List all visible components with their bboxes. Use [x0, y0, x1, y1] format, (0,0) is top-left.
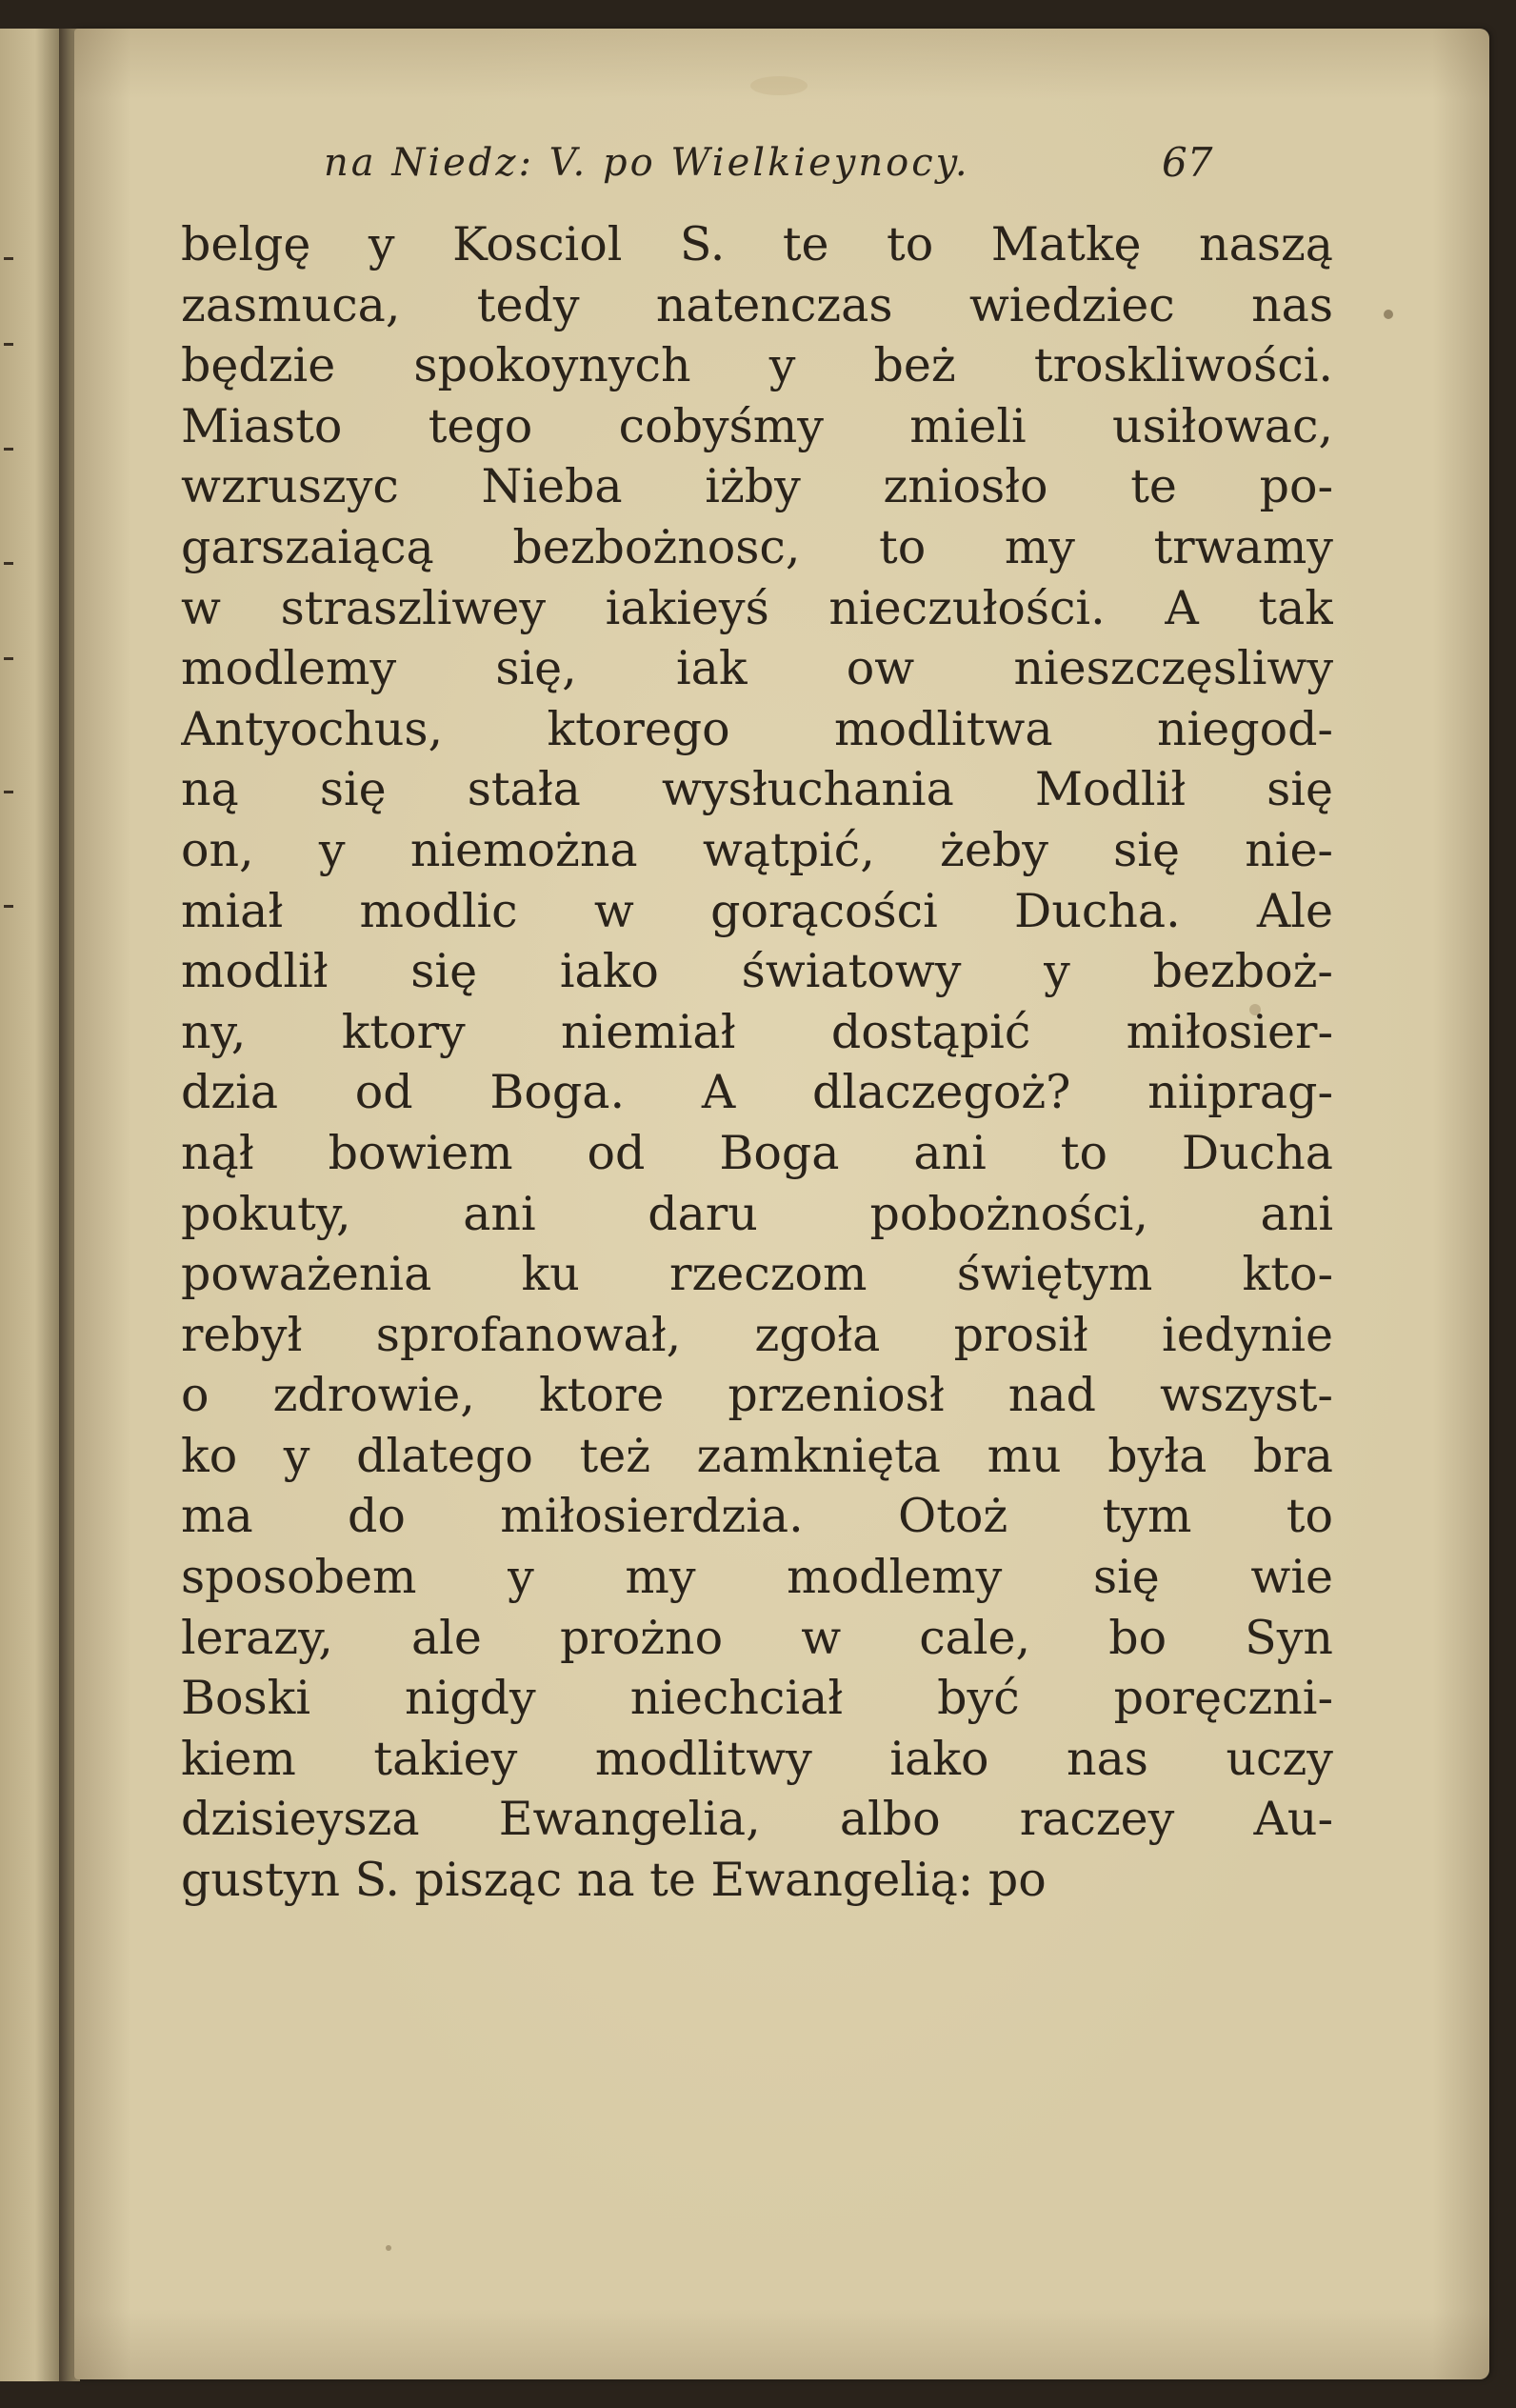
text-line: będzie spokoynych y beż troskliwości. — [181, 338, 1333, 393]
body-text — [181, 214, 1333, 1911]
page-number: 67 — [1162, 139, 1213, 186]
text-line: kiem takiey modlitwy iako nas uczy — [181, 1731, 1333, 1786]
text-line: dzia od Boga. A dlaczegoż? niiprag- — [181, 1065, 1333, 1120]
text-line: gustyn S. pisząc na te Ewangelią: po — [181, 1853, 1047, 1908]
text-line: on, y niemożna wątpić, żeby się nie- — [181, 822, 1333, 877]
text-line: ko y dlatego też zamknięta mu była bra — [181, 1428, 1333, 1483]
text-line: o zdrowie, ktore przeniosł nad wszyst- — [181, 1368, 1333, 1423]
text-line: dzisieysza Ewangelia, albo raczey Au- — [181, 1792, 1333, 1847]
text-line: ną się stała wysłuchania Modlił się — [181, 762, 1333, 817]
facing-page-print-marks — [4, 257, 23, 924]
text-line: Miasto tego cobyśmy mieli usiłowac, — [181, 398, 1333, 453]
text-line: sposobem y my modlemy się wie — [181, 1550, 1333, 1605]
text-line: belgę y Kosciol S. te to Matkę naszą — [181, 217, 1333, 271]
facing-page-edge — [0, 29, 59, 2381]
text-line: pokuty, ani daru pobożności, ani — [181, 1186, 1333, 1241]
text-line: Antyochus, ktorego modlitwa niegod- — [181, 701, 1333, 756]
text-line: rebył sprofanował, zgoła prosił iedynie — [181, 1307, 1333, 1362]
book-page — [74, 29, 1489, 2379]
text-line: zasmuca, tedy natenczas wiedziec nas — [181, 277, 1333, 332]
text-line: Boski nigdy niechciał być poręczni- — [181, 1671, 1333, 1726]
page-header — [324, 135, 1276, 202]
text-line: ma do miłosierdzia. Otoż tym to — [181, 1489, 1333, 1544]
text-line: miał modlic w gorącości Ducha. Ale — [181, 883, 1333, 938]
running-head: na Niedz: V. po Wielkieynocy. — [324, 141, 970, 185]
text-line: ny, ktory niemiał dostąpić miłosier- — [181, 1004, 1333, 1059]
text-line: garszaiącą bezbożnosc, to my trwamy — [181, 519, 1333, 574]
text-line: wzruszyc Nieba iżby zniosło te po- — [181, 459, 1333, 514]
text-line: lerazy, ale prożno w cale, bo Syn — [181, 1610, 1333, 1665]
text-line: nął bowiem od Boga ani to Ducha — [181, 1125, 1333, 1180]
text-line: w straszliwey iakieyś nieczułości. A tak — [181, 580, 1333, 635]
text-line: poważenia ku rzeczom świętym kto- — [181, 1247, 1333, 1302]
text-line: modlemy się, iak ow nieszczęsliwy — [181, 641, 1333, 696]
text-line: modlił się iako światowy y bezboż- — [181, 944, 1333, 999]
